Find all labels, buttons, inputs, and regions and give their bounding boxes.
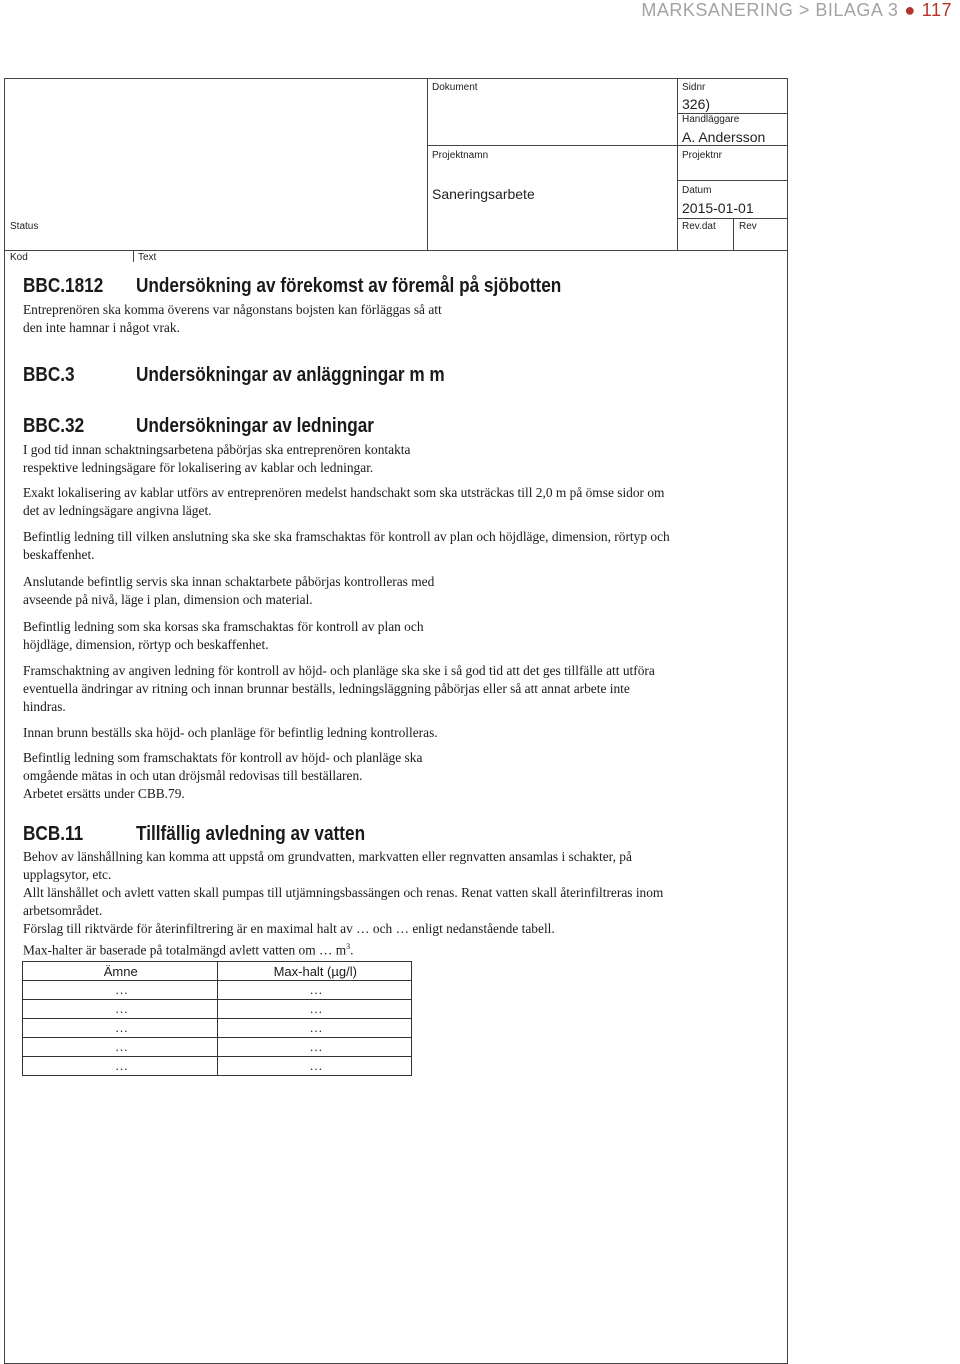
table-cell: … bbox=[23, 981, 218, 1000]
table-row bbox=[23, 1057, 412, 1076]
text-line: Befintlig ledning till vilken anslutning ska ske ska framschaktas för kontroll av plan och höjdläge, dimension, rörtyp och bbox=[23, 529, 670, 544]
table-header-cell: Max-halt (µg/l) bbox=[217, 962, 412, 981]
text-line: den inte hamnar i något vrak. bbox=[23, 320, 180, 335]
paragraph bbox=[23, 724, 438, 742]
handlaggare-value: A. Andersson bbox=[682, 129, 766, 145]
text-line: arbetsområdet. bbox=[23, 903, 103, 918]
text-line: höjdläge, dimension, rörtyp och beskaffenhet. bbox=[23, 637, 269, 652]
max-halt-table bbox=[22, 961, 412, 1076]
section-title: Undersökning av förekomst av föremål på sjöbotten bbox=[136, 275, 562, 297]
paragraph bbox=[23, 749, 422, 803]
title-block-bottom-rule bbox=[5, 250, 787, 251]
table-cell: … bbox=[217, 981, 412, 1000]
table-cell: … bbox=[23, 1057, 218, 1076]
text-line: Arbetet ersätts under CBB.79. bbox=[23, 786, 185, 801]
revdat-label: Rev.dat bbox=[682, 221, 716, 232]
table-cell: … bbox=[23, 1000, 218, 1019]
projektnamn-label: Projektnamn bbox=[432, 150, 489, 161]
text-line: Exakt lokalisering av kablar utförs av entreprenören medelst handschakt som ska utsträckas till 2,0 m på ömse sidor om bbox=[23, 485, 665, 500]
table-cell: … bbox=[23, 1019, 218, 1038]
text-line: upplagsytor, etc. bbox=[23, 867, 112, 882]
text-line: I god tid innan schaktningsarbetena påbörjas ska entreprenören kontakta bbox=[23, 442, 411, 457]
paragraph bbox=[23, 662, 655, 716]
title-block-divider bbox=[428, 145, 787, 146]
datum-label: Datum bbox=[682, 185, 712, 196]
paragraph bbox=[23, 484, 664, 520]
kod-text-divider bbox=[133, 250, 134, 262]
text-line: omgående mätas in och utan dröjsmål redovisas till beställaren. bbox=[23, 768, 363, 783]
table-header-row bbox=[23, 962, 412, 981]
text-line: Befintlig ledning som ska korsas ska framschaktas för kontroll av plan och bbox=[23, 619, 424, 634]
text-line: Befintlig ledning som framschaktats för kontroll av höjd- och planläge ska bbox=[23, 750, 423, 765]
table-header-cell: Ämne bbox=[23, 962, 218, 981]
section-title: Undersökningar av anläggningar m m bbox=[136, 364, 445, 386]
table-cell: … bbox=[217, 1000, 412, 1019]
max-halter-text: Max-halter är baserade på totalmängd avlett vatten om … m bbox=[23, 942, 347, 958]
status-label: Status bbox=[10, 221, 39, 232]
rev-label: Rev bbox=[739, 221, 757, 232]
table-cell: … bbox=[217, 1019, 412, 1038]
section-code: BBC.32 bbox=[23, 415, 85, 437]
text-label: Text bbox=[138, 252, 157, 263]
section-breadcrumb: MARKSANERING > BILAGA 3 bbox=[641, 0, 899, 20]
superscript: 3 bbox=[346, 942, 351, 951]
section-code: BBC.3 bbox=[23, 364, 75, 386]
title-block-divider bbox=[678, 180, 787, 181]
sentence-end: . bbox=[350, 942, 354, 958]
text-line: hindras. bbox=[23, 699, 66, 714]
table-row bbox=[23, 1038, 412, 1057]
section-code: BCB.11 bbox=[23, 823, 84, 845]
handlaggare-label: Handläggare bbox=[682, 114, 740, 125]
sidnr-label: Sidnr bbox=[682, 82, 706, 93]
table-row bbox=[23, 981, 412, 1000]
text-line: respektive ledningsägare för lokalisering av kablar och ledningar. bbox=[23, 460, 374, 475]
text-line: Innan brunn beställs ska höjd- och planläge för befintlig ledning kontrolleras. bbox=[23, 725, 438, 740]
paragraph bbox=[23, 301, 442, 337]
section-code: BBC.1812 bbox=[23, 275, 104, 297]
title-block-divider bbox=[427, 79, 428, 250]
paragraph bbox=[23, 618, 424, 654]
text-line: eventuella ändringar av ritning och innan brunnar beställs, ledningsläggning påbörjas eller så att annat arbete inte bbox=[23, 681, 630, 696]
paragraph bbox=[23, 441, 410, 477]
text-line: Framschaktning av angiven ledning för kontroll av höjd- och planläge ska ske i så god tid att det ges tillfälle att utföra bbox=[23, 663, 655, 678]
section-title: Undersökningar av ledningar bbox=[136, 415, 374, 437]
table-row bbox=[23, 1000, 412, 1019]
table-cell: … bbox=[217, 1038, 412, 1057]
table-cell: … bbox=[23, 1038, 218, 1057]
table-cell: … bbox=[217, 1057, 412, 1076]
page-header bbox=[641, 0, 952, 21]
paragraph bbox=[23, 573, 434, 609]
text-line: Behov av länshållning kan komma att uppstå om grundvatten, markvatten eller regnvatten ansamlas i schakter, på bbox=[23, 849, 632, 864]
dokument-label: Dokument bbox=[432, 82, 478, 93]
paragraph bbox=[23, 848, 663, 959]
section-title: Tillfällig avledning av vatten bbox=[136, 823, 366, 845]
text-line: Entreprenören ska komma överens var någonstans bojsten kan förläggas så att bbox=[23, 302, 442, 317]
text-line: Anslutande befintlig servis ska innan schaktarbete påbörjas kontrolleras med bbox=[23, 574, 435, 589]
page-number: 117 bbox=[921, 0, 952, 20]
sidnr-value: 326) bbox=[682, 96, 711, 112]
text-line: beskaffenhet. bbox=[23, 547, 95, 562]
title-block-divider bbox=[733, 218, 734, 250]
text-line: avseende på nivå, läge i plan, dimension och material. bbox=[23, 592, 313, 607]
text-line: det av ledningsägare angivna läget. bbox=[23, 503, 212, 518]
table-row bbox=[23, 1019, 412, 1038]
document-frame bbox=[4, 78, 788, 1364]
text-line: Förslag till riktvärde för återinfiltrering är en maximal halt av … och … enligt nedanstående tabell. bbox=[23, 921, 555, 936]
title-block-divider bbox=[677, 79, 678, 250]
projektnamn-value: Saneringsarbete bbox=[432, 186, 535, 202]
projektnr-label: Projektnr bbox=[682, 150, 723, 161]
kod-label: Kod bbox=[10, 252, 28, 263]
paragraph bbox=[23, 528, 670, 564]
text-line: Allt länshållet och avlett vatten skall pumpas till utjämningsbassängen och renas. Renat vatten skall återinfiltreras inom bbox=[23, 885, 664, 900]
bullet-icon: ● bbox=[904, 0, 916, 20]
text-line bbox=[23, 938, 663, 959]
datum-value: 2015-01-01 bbox=[682, 200, 754, 216]
